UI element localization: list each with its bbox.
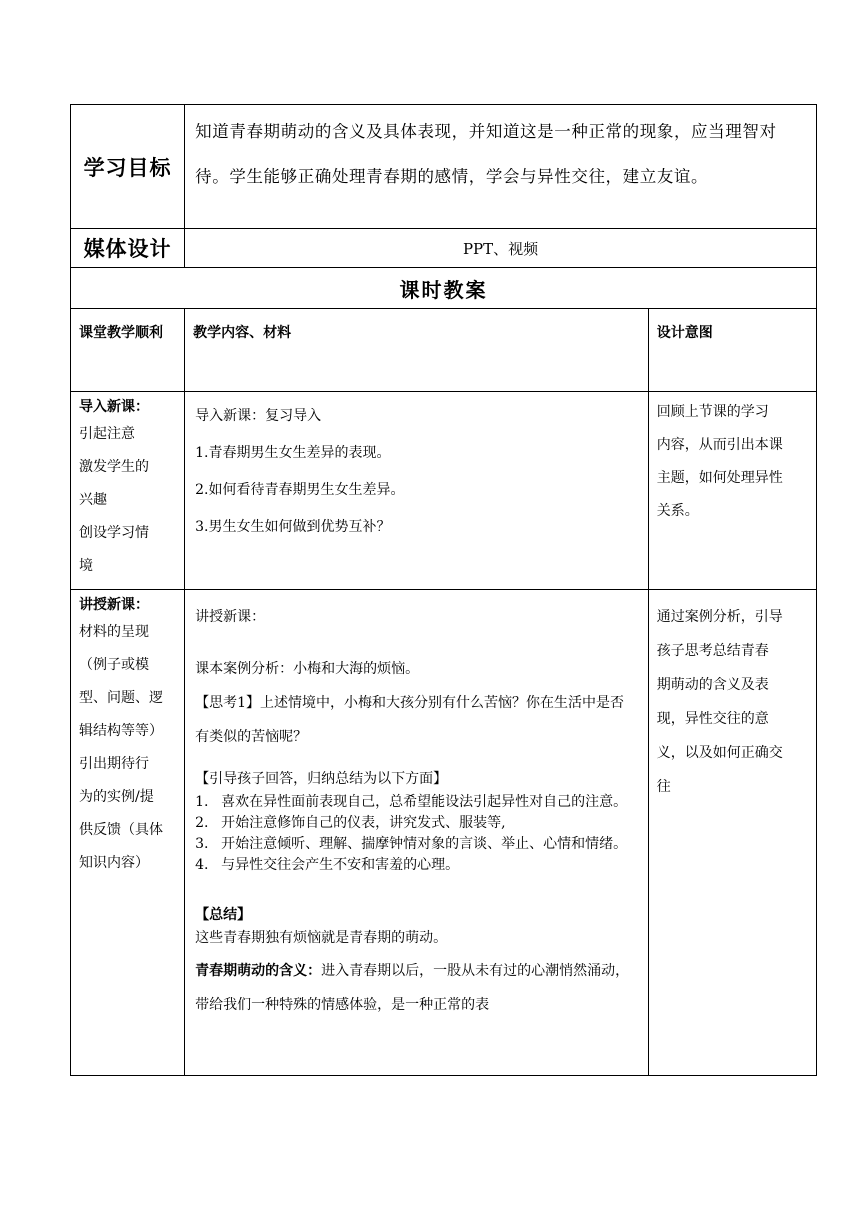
new-lesson-side-line: 型、问题、逻 bbox=[79, 690, 163, 706]
section-title-row bbox=[71, 268, 817, 309]
new-lesson-row bbox=[71, 590, 817, 1076]
new-lesson-side-line: （例子或模 bbox=[79, 657, 149, 673]
column-header-row bbox=[71, 309, 817, 392]
objectives-text: 知道青春期萌动的含义及具体表现，并知道这是一种正常的现象，应当理智对待。学生能够正确处理青春期的感情，学会与异性交往，建立友谊。 bbox=[185, 105, 817, 229]
list-item bbox=[195, 792, 638, 813]
new-lesson-side-line: 知识内容） bbox=[79, 855, 149, 871]
new-lesson-intent-line: 往 bbox=[656, 779, 671, 795]
intro-side-title: 导入新课： bbox=[79, 399, 149, 415]
media-row bbox=[71, 229, 817, 268]
intro-side-line: 激发学生的 bbox=[79, 459, 149, 475]
intro-item: 1.青春期男生女生差异的表现。 bbox=[195, 445, 391, 461]
new-lesson-intent bbox=[648, 590, 816, 1076]
point-number: 4. bbox=[195, 857, 209, 873]
intro-intent-line: 内容，从而引出本课 bbox=[656, 437, 783, 453]
new-lesson-side-line: 引出期待行 bbox=[79, 756, 149, 772]
new-lesson-side-line: 材料的呈现 bbox=[79, 624, 149, 640]
objectives-row bbox=[71, 105, 817, 229]
new-lesson-side-line: 供反馈（具体 bbox=[79, 822, 163, 838]
header-order: 课堂教学顺利 bbox=[71, 309, 185, 392]
point-text: 开始注意倾听、理解、揣摩钟情对象的言谈、举止、心情和情绪。 bbox=[221, 836, 628, 852]
new-lesson-side-title: 讲授新课： bbox=[79, 597, 149, 613]
definition-text: 进入青春期以后，一股从未有过的心潮悄然涌动，带给我们一种特殊的情感体验，是一种正常的表 bbox=[195, 963, 630, 1013]
summary-title: 【总结】 bbox=[195, 907, 252, 923]
section-title: 课时教案 bbox=[71, 268, 817, 309]
intro-intent-line: 关系。 bbox=[656, 503, 699, 519]
new-lesson-intent-line: 现，异性交往的意 bbox=[656, 711, 769, 727]
intro-side-line: 境 bbox=[79, 558, 93, 574]
new-lesson-heading: 讲授新课： bbox=[195, 609, 266, 625]
media-text: PPT、视频 bbox=[185, 229, 817, 268]
point-number: 1. bbox=[195, 794, 209, 810]
intro-side bbox=[71, 392, 185, 590]
list-item bbox=[195, 813, 638, 834]
point-text: 开始注意修饰自己的仪表，讲究发式、服装等, bbox=[221, 815, 506, 831]
point-number: 2. bbox=[195, 815, 209, 831]
definition-label: 青春期萌动的含义： bbox=[195, 963, 322, 979]
intro-content bbox=[185, 392, 649, 590]
header-intent: 设计意图 bbox=[648, 309, 816, 392]
lesson-plan-table bbox=[70, 104, 817, 1076]
intro-item: 3.男生女生如何做到优势互补？ bbox=[195, 519, 391, 535]
definition-paragraph bbox=[195, 954, 638, 1022]
lesson-plan-sheet bbox=[70, 104, 817, 1076]
new-lesson-intent-line: 孩子思考总结青春 bbox=[656, 643, 769, 659]
intro-intent-line: 回顾上节课的学习 bbox=[656, 404, 769, 420]
intro-side-line: 兴趣 bbox=[79, 492, 107, 508]
header-content: 教学内容、材料 bbox=[185, 309, 649, 392]
spacer bbox=[195, 634, 638, 652]
point-text: 喜欢在异性面前表现自己，总希望能设法引起异性对自己的注意。 bbox=[221, 794, 628, 810]
intro-item: 2.如何看待青春期男生女生差异。 bbox=[195, 482, 405, 498]
new-lesson-content bbox=[185, 590, 649, 1076]
list-item bbox=[195, 834, 638, 855]
intro-intent-line: 主题，如何处理异性 bbox=[656, 470, 783, 486]
new-lesson-intent-line: 通过案例分析，引导 bbox=[656, 609, 783, 625]
spacer bbox=[195, 754, 638, 766]
intro-heading: 导入新课：复习导入 bbox=[195, 408, 322, 424]
new-lesson-intent-line: 义，以及如何正确交 bbox=[656, 745, 783, 761]
spacer bbox=[195, 876, 638, 898]
think-question: 【思考1】上述情境中，小梅和大孩分别有什么苦恼？你在生活中是否有类似的苦恼呢？ bbox=[195, 695, 625, 745]
media-label: 媒体设计 bbox=[71, 229, 185, 268]
new-lesson-side-line: 辑结构等等） bbox=[79, 723, 163, 739]
intro-row bbox=[71, 392, 817, 590]
point-text: 与异性交往会产生不安和害羞的心理。 bbox=[221, 857, 460, 873]
new-lesson-side bbox=[71, 590, 185, 1076]
new-lesson-intent-line: 期萌动的含义及表 bbox=[656, 677, 769, 693]
point-number: 3. bbox=[195, 836, 209, 852]
intro-side-line: 创设学习情 bbox=[79, 525, 149, 541]
case-analysis: 课本案例分析：小梅和大海的烦恼。 bbox=[195, 661, 420, 677]
points-list bbox=[195, 792, 638, 876]
guide-line: 【引导孩子回答，归纳总结为以下方面】 bbox=[195, 771, 448, 787]
summary-text: 这些青春期独有烦恼就是青春期的萌动。 bbox=[195, 930, 448, 946]
intro-intent bbox=[648, 392, 816, 590]
objectives-label: 学习目标 bbox=[71, 105, 185, 229]
list-item bbox=[195, 855, 638, 876]
intro-side-line: 引起注意 bbox=[79, 426, 135, 442]
new-lesson-side-line: 为的实例/提 bbox=[79, 789, 154, 805]
